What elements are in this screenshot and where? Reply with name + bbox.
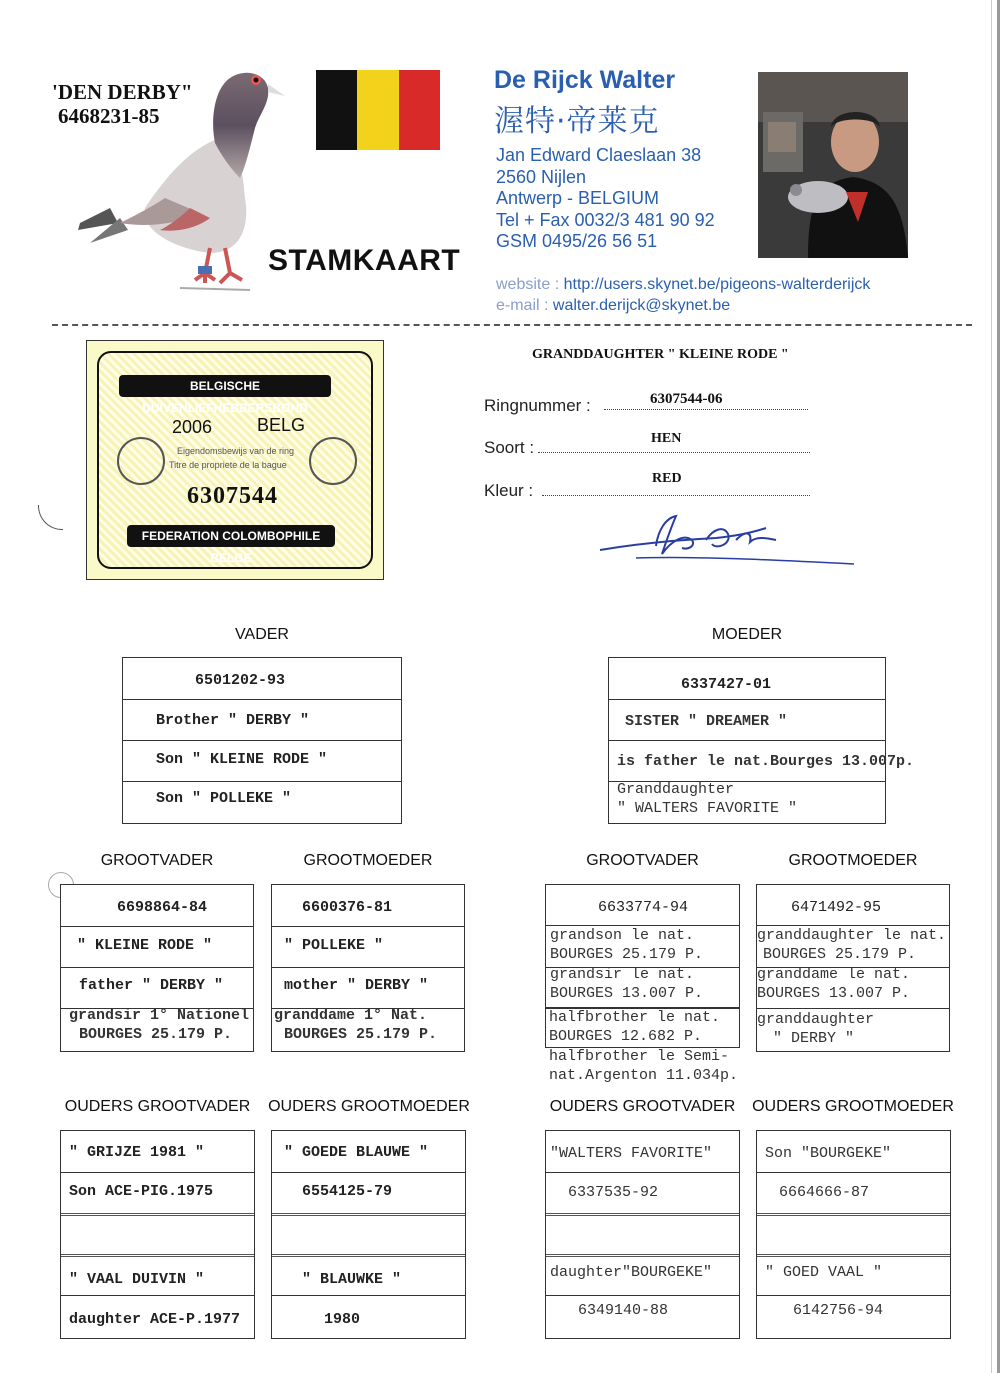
moeder-ring: 6337427-01 [681, 676, 772, 693]
ring-value: 6307544-06 [650, 391, 723, 407]
gp-line: grandsir 1° Nationel [69, 1007, 250, 1024]
ggp-line: Son "BOURGEKE" [765, 1145, 892, 1162]
ggp-line: 6142756-94 [793, 1302, 884, 1319]
address-line: Antwerp - BELGIUM [496, 188, 660, 208]
grandmother-paternal-box [271, 884, 465, 1052]
vader-ring: 6501202-93 [195, 672, 286, 689]
ring-label: Ringnummer : [484, 396, 591, 415]
ggp-line: 6349140-88 [578, 1302, 669, 1319]
gp-line: halfbrother le Semi- [549, 1048, 730, 1065]
gp-line: halfbrother le nat. [549, 1009, 721, 1026]
color-underline [542, 495, 810, 496]
ggp-line: " BLAUWKE " [302, 1271, 402, 1288]
box-edge [545, 1008, 546, 1048]
moeder-line: SISTER " DREAMER " [625, 713, 788, 730]
ggp-line: 6337535-92 [568, 1184, 659, 1201]
vader-line: Brother " DERBY " [156, 712, 310, 729]
color-value: RED [652, 471, 682, 486]
owner-photo [758, 72, 908, 258]
owner-name-chinese: 渥特·帝莱克 [494, 104, 660, 139]
certificate-line2: Titre de propriete de la bague [169, 460, 287, 470]
gp-line: granddame 1° Nat. [274, 1007, 428, 1024]
ggp-line: Son ACE-PIG.1975 [69, 1183, 214, 1200]
pigeon-image [70, 58, 300, 308]
ggp-line: 6664666-87 [779, 1184, 870, 1201]
gp-line: granddaughter [757, 1011, 875, 1028]
ggp-label: OUDERS GROOTMOEDER [752, 1098, 954, 1115]
certificate-bottom-label: FEDERATION COLOMBOPHILE BELGE [127, 525, 335, 547]
owner-name: De Rijck Walter [494, 66, 676, 94]
gp-line: " KLEINE RODE " [77, 937, 213, 954]
certificate-seal-right [309, 437, 357, 485]
gp-label: GROOTVADER [586, 852, 699, 869]
website-label: website : [496, 276, 560, 293]
certificate-line1: Eigendomsbewijs van de ring [177, 446, 295, 456]
address-line: Jan Edward Claeslaan 38 [496, 145, 702, 165]
vader-line: Son " POLLEKE " [156, 790, 292, 807]
gp-line: granddame le nat. [757, 966, 911, 983]
contact-links [496, 274, 870, 316]
moeder-line: is father le nat.Bourges 13.007p. [617, 753, 915, 770]
gp-line: BOURGES 25.179 P. [284, 1026, 438, 1043]
certificate-country: BELG [257, 415, 306, 435]
ggp-line: " GOEDE BLAUWE " [284, 1144, 429, 1161]
ggp-line: daughter ACE-P.1977 [69, 1311, 241, 1328]
website-link[interactable]: http://users.skynet.be/pigeons-walterderijck [563, 276, 871, 293]
gp-line: " DERBY " [773, 1030, 855, 1047]
moeder-line: " WALTERS FAVORITE " [617, 800, 798, 817]
grandfather-maternal-box [545, 884, 740, 1008]
gp-ring: 6698864-84 [117, 899, 208, 916]
gp-line: BOURGES 25.179 P. [763, 946, 917, 963]
certificate-seal-left [117, 437, 165, 485]
ggp-line: 6554125-79 [302, 1183, 393, 1200]
phone-fax: Tel + Fax 0032/3 481 90 92 [496, 209, 715, 230]
vader-label: VADER [235, 626, 289, 643]
ring-certificate [86, 340, 384, 580]
mobile-phone: GSM 0495/26 56 51 [496, 231, 658, 251]
gp-line: BOURGES 25.179 P. [550, 946, 704, 963]
certificate-number: 6307544 [187, 483, 278, 509]
gp-line: BOURGES 13.007 P. [757, 985, 911, 1002]
gp-line: grandsir le nat. [550, 966, 695, 983]
ggp-line: " GRIJZE 1981 " [69, 1144, 205, 1161]
page-edge-inner [991, 0, 992, 1373]
owner-address [496, 145, 715, 253]
email-label: e-mail : [496, 297, 549, 314]
ggp-box [756, 1130, 951, 1339]
ggp-label: OUDERS GROOTMOEDER [268, 1098, 470, 1115]
gp-line: father " DERBY " [79, 977, 224, 994]
gp-label: GROOTMOEDER [788, 852, 918, 869]
ggp-box [545, 1130, 740, 1339]
punch-hole [38, 505, 63, 530]
gp-label: GROOTMOEDER [303, 852, 433, 869]
certificate-top-label: BELGISCHE DUIVENLIEFHEBBERSBOND [119, 375, 331, 397]
section-divider [52, 324, 972, 326]
gp-line: BOURGES 13.007 P. [550, 985, 704, 1002]
vader-box [122, 657, 402, 824]
ggp-box [60, 1130, 255, 1339]
pigeon-ring: 6468231-85 [58, 104, 160, 128]
ggp-line: "WALTERS FAVORITE" [550, 1145, 713, 1162]
ggp-label: OUDERS GROOTVADER [549, 1098, 736, 1115]
gp-ring: 6471492-95 [791, 899, 882, 916]
gp-line: " POLLEKE " [284, 937, 384, 954]
signature [596, 510, 858, 572]
moeder-label: MOEDER [711, 626, 783, 643]
color-label: Kleur : [484, 481, 534, 500]
gp-ring: 6600376-81 [302, 899, 393, 916]
pigeon-name: 'DEN DERBY" [52, 80, 193, 104]
moeder-box [608, 657, 915, 824]
grandmother-maternal-box [756, 884, 950, 1052]
gp-line: grandson le nat. [550, 927, 695, 944]
ggp-line: " GOED VAAL " [765, 1264, 883, 1281]
address-line: 2560 Nijlen [496, 166, 587, 187]
ggp-label: OUDERS GROOTVADER [64, 1098, 251, 1115]
belgian-flag [316, 70, 440, 150]
document-title: STAMKAART [268, 244, 461, 277]
ggp-line: " VAAL DUIVIN " [69, 1271, 205, 1288]
gp-ring: 6633774-94 [598, 899, 689, 916]
sort-underline [538, 452, 810, 453]
gp-line: granddaughter le nat. [757, 927, 947, 944]
gp-line: BOURGES 12.682 P. [549, 1028, 703, 1045]
email-link[interactable]: walter.derijck@skynet.be [552, 297, 731, 314]
gp-line: BOURGES 25.179 P. [79, 1026, 233, 1043]
vader-line: Son " KLEINE RODE " [156, 751, 328, 768]
moeder-line: Granddaughter [617, 781, 735, 798]
gp-label: GROOTVADER [100, 852, 214, 869]
ggp-box [271, 1130, 466, 1339]
ggp-line: daughter"BOURGEKE" [550, 1264, 713, 1281]
sort-value: HEN [651, 431, 682, 446]
gp-line: nat.Argenton 11.034p. [549, 1067, 739, 1084]
gp-line: mother " DERBY " [284, 977, 429, 994]
bird-heading: GRANDDAUGHTER " KLEINE RODE " [532, 347, 789, 362]
ggp-line: 1980 [324, 1311, 361, 1328]
grandfather-paternal-box [60, 884, 254, 1052]
ring-underline [604, 409, 808, 410]
certificate-year: 2006 [172, 417, 213, 437]
sort-label: Soort : [484, 438, 535, 457]
box-edge [739, 1008, 740, 1048]
